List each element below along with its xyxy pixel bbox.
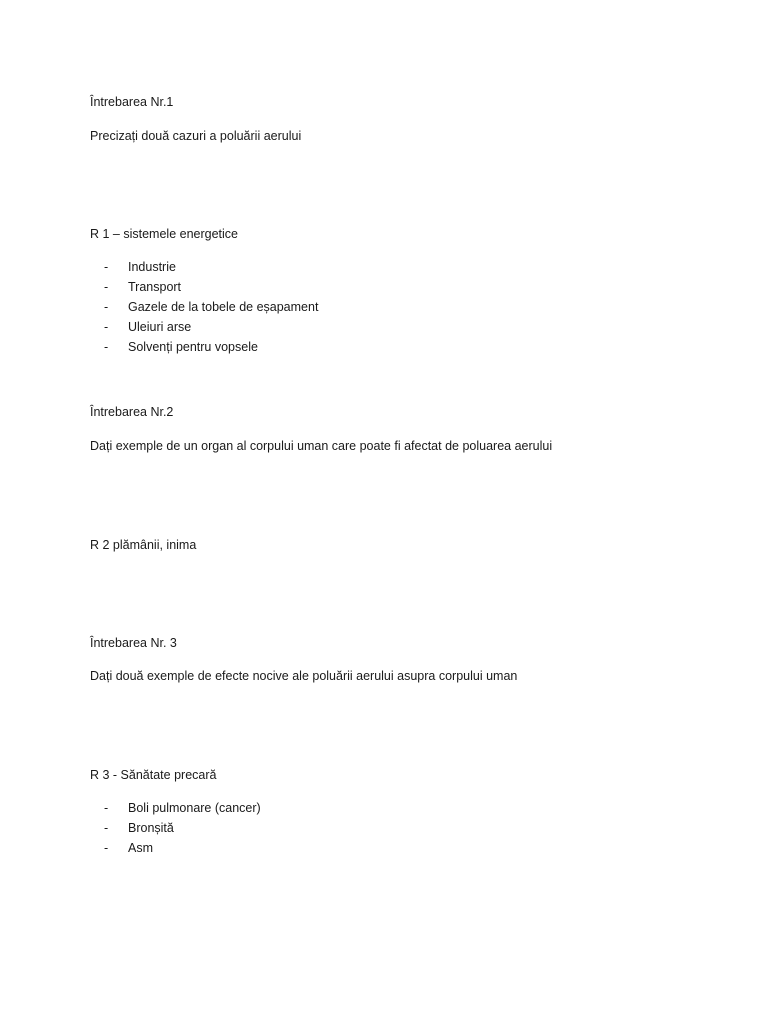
q3-question: Dați două exemple de efecte nocive ale poluării aerului asupra corpului uman <box>90 669 518 683</box>
bullet-dash: - <box>104 841 109 855</box>
list-item-text: Industrie <box>128 260 176 274</box>
bullet-dash: - <box>104 320 109 334</box>
list-item-text: Boli pulmonare (cancer) <box>128 801 261 815</box>
list-item-text: Asm <box>128 841 153 855</box>
q1-heading: Întrebarea Nr.1 <box>90 95 174 109</box>
bullet-dash: - <box>104 300 109 314</box>
list-item-text: Gazele de la tobele de eșapament <box>128 300 319 314</box>
list-item-text: Solvenți pentru vopsele <box>128 340 258 354</box>
bullet-dash: - <box>104 801 109 815</box>
q3-heading: Întrebarea Nr. 3 <box>90 636 177 650</box>
list-item-text: Transport <box>128 280 182 294</box>
q2-question: Dați exemple de un organ al corpului uman care poate fi afectat de poluarea aerului <box>90 439 553 453</box>
q2-answer: R 2 plămânii, inima <box>90 538 197 552</box>
list-item-text: Bronșită <box>128 821 174 835</box>
bullet-dash: - <box>104 280 109 294</box>
bullet-dash: - <box>104 821 109 835</box>
q1-question: Precizați două cazuri a poluării aerului <box>90 129 302 143</box>
q1-answer: R 1 – sistemele energetice <box>90 227 238 241</box>
bullet-dash: - <box>104 260 109 274</box>
bullet-dash: - <box>104 340 109 354</box>
q2-heading: Întrebarea Nr.2 <box>90 405 174 419</box>
q3-answer: R 3 - Sănătate precară <box>90 768 217 782</box>
list-item-text: Uleiuri arse <box>128 320 192 334</box>
